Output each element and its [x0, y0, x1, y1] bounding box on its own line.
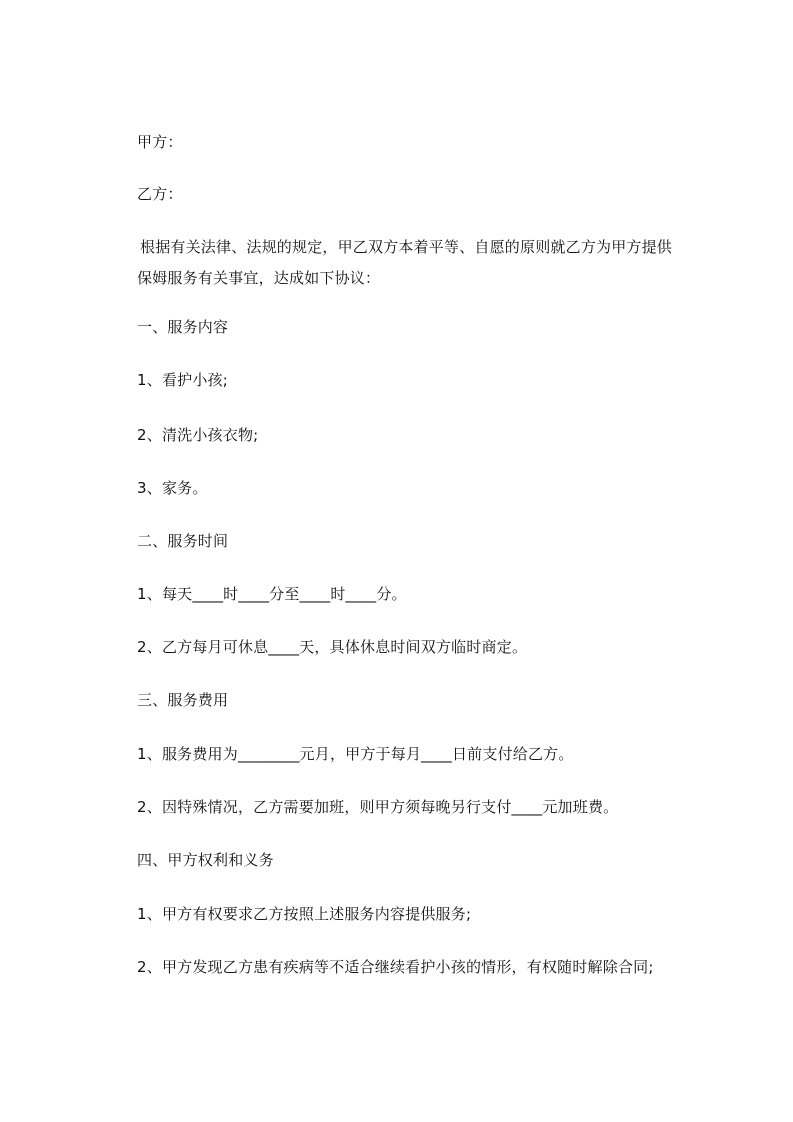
intro-paragraph-line1: 根据有关法律、法规的规定，甲乙双方本着平等、自愿的原则就乙方为甲方提供: [140, 238, 673, 256]
intro-paragraph-line2: 保姆服务有关事宜，达成如下协议：: [137, 269, 381, 287]
section-heading-service-fee: 三、服务费用: [137, 691, 229, 709]
list-item: 2、因特殊情况，乙方需要加班，则甲方须每晚另行支付____元加班费。: [137, 798, 619, 816]
section-heading-service-content: 一、服务内容: [137, 318, 229, 336]
list-item: 1、看护小孩;: [137, 371, 228, 389]
list-item: 1、服务费用为________元月，甲方于每月____日前支付给乙方。: [137, 745, 574, 763]
list-item: 2、甲方发现乙方患有疾病等不适合继续看护小孩的情形，有权随时解除合同;: [137, 958, 654, 976]
list-item: 1、甲方有权要求乙方按照上述服务内容提供服务;: [137, 905, 472, 923]
party-b-label: 乙方：: [137, 185, 183, 203]
list-item: 2、清洗小孩衣物;: [137, 426, 259, 444]
list-item: 3、家务。: [137, 479, 208, 497]
list-item: 2、乙方每月可休息____天，具体休息时间双方临时商定。: [137, 638, 528, 656]
party-a-label: 甲方：: [137, 133, 183, 151]
list-item: 1、每天____时____分至____时____分。: [137, 585, 407, 603]
section-heading-party-a-rights: 四、甲方权利和义务: [137, 851, 274, 869]
section-heading-service-time: 二、服务时间: [137, 532, 229, 550]
